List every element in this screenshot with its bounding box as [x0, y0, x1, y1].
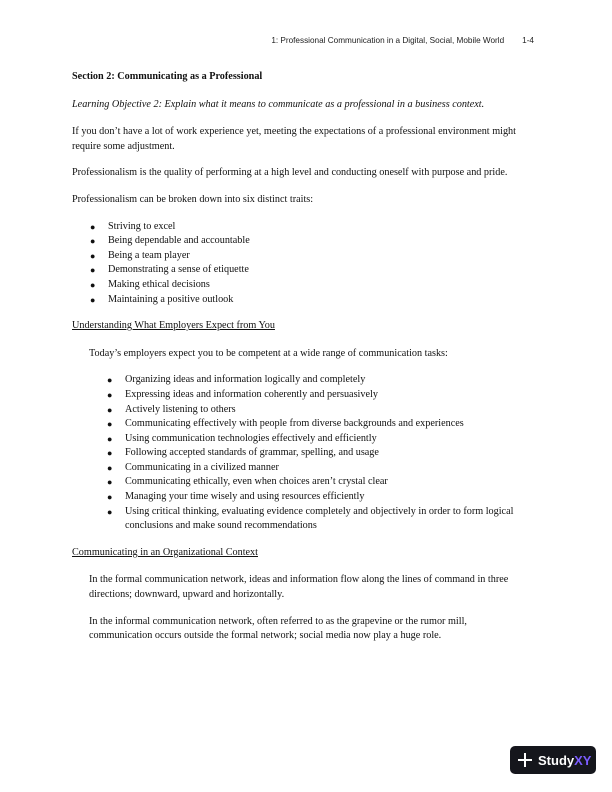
bullet-icon: ●: [90, 221, 96, 232]
document-body: [72, 70, 532, 656]
learning-objective: Learning Objective 2: Explain what it means to communicate as a professional in a business context.: [72, 98, 485, 110]
list-item: ● Being a team player: [72, 249, 532, 264]
brand-accent: XY: [574, 752, 592, 768]
list-item: ● Using critical thinking, evaluating evidence completely and objectively in order to form logical conclusions and make sound recommendations: [107, 505, 514, 532]
page-number: 1-4: [522, 36, 534, 45]
list-item: ● Demonstrating a sense of etiquette: [72, 263, 532, 278]
bullet-icon: ●: [107, 404, 113, 415]
bullet-icon: ●: [107, 492, 113, 503]
list-item: ● Expressing ideas and information coherently and persuasively: [72, 388, 532, 403]
bullet-icon: ●: [107, 433, 113, 444]
employers-intro: Today’s employers expect you to be competent at a wide range of communication tasks:: [89, 347, 448, 359]
section-title: Section 2: Communicating as a Professional: [72, 71, 263, 82]
list-item: ● Striving to excel: [72, 220, 532, 235]
brand-main: Study: [538, 752, 575, 768]
running-header: [271, 36, 534, 45]
list-item: ● Communicating in a civilized manner: [72, 461, 532, 476]
informal-network-paragraph: In the informal communication network, often referred to as the grapevine or the rumor mill, communication occurs outside the formal network; social media now play a huge role.: [89, 615, 467, 642]
running-title: 1: Professional Communication in a Digital, Social, Mobile World: [271, 36, 505, 45]
bullet-icon: ●: [107, 448, 113, 459]
traits-intro: Professionalism can be broken down into six distinct traits:: [72, 193, 314, 205]
list-item: ● Communicating ethically, even when choices aren’t crystal clear: [72, 475, 532, 490]
list-item: ● Using communication technologies effectively and efficiently: [72, 432, 532, 447]
list-item: ● Being dependable and accountable: [72, 234, 532, 249]
list-item: ● Actively listening to others: [72, 403, 532, 418]
list-item: ● Communicating effectively with people from diverse backgrounds and experiences: [72, 417, 532, 432]
definition-paragraph: Professionalism is the quality of performing at a high level and conducting oneself with purpose and pride.: [72, 167, 508, 179]
studyxy-badge[interactable]: [510, 746, 596, 774]
bullet-icon: ●: [90, 236, 96, 247]
list-item: ● Managing your time wisely and using resources efficiently: [72, 490, 532, 505]
org-context-heading: Communicating in an Organizational Context: [72, 546, 258, 558]
plus-icon: [518, 753, 532, 767]
list-item: ● Making ethical decisions: [72, 278, 532, 293]
bullet-icon: ●: [107, 419, 113, 430]
list-item: ● Organizing ideas and information logically and completely: [72, 373, 532, 388]
bullet-icon: ●: [90, 250, 96, 261]
bullet-icon: ●: [107, 477, 113, 488]
employers-heading: Understanding What Employers Expect from You: [72, 320, 275, 332]
formal-network-paragraph: In the formal communication network, ideas and information flow along the lines of command in three directions; downward, upward and horizontally.: [89, 574, 509, 601]
list-item: ● Maintaining a positive outlook: [72, 293, 532, 308]
bullet-icon: ●: [107, 462, 113, 473]
bullet-icon: ●: [107, 506, 113, 517]
tasks-list: [72, 373, 532, 534]
intro-paragraph: If you don’t have a lot of work experience yet, meeting the expectations of a professional environment might require some adjustment.: [72, 126, 516, 152]
bullet-icon: ●: [90, 294, 96, 305]
bullet-icon: ●: [107, 375, 113, 386]
bullet-icon: ●: [107, 389, 113, 400]
list-item: ● Following accepted standards of grammar, spelling, and usage: [72, 446, 532, 461]
traits-list: [72, 220, 532, 308]
bullet-icon: ●: [90, 279, 96, 290]
bullet-icon: ●: [90, 265, 96, 276]
